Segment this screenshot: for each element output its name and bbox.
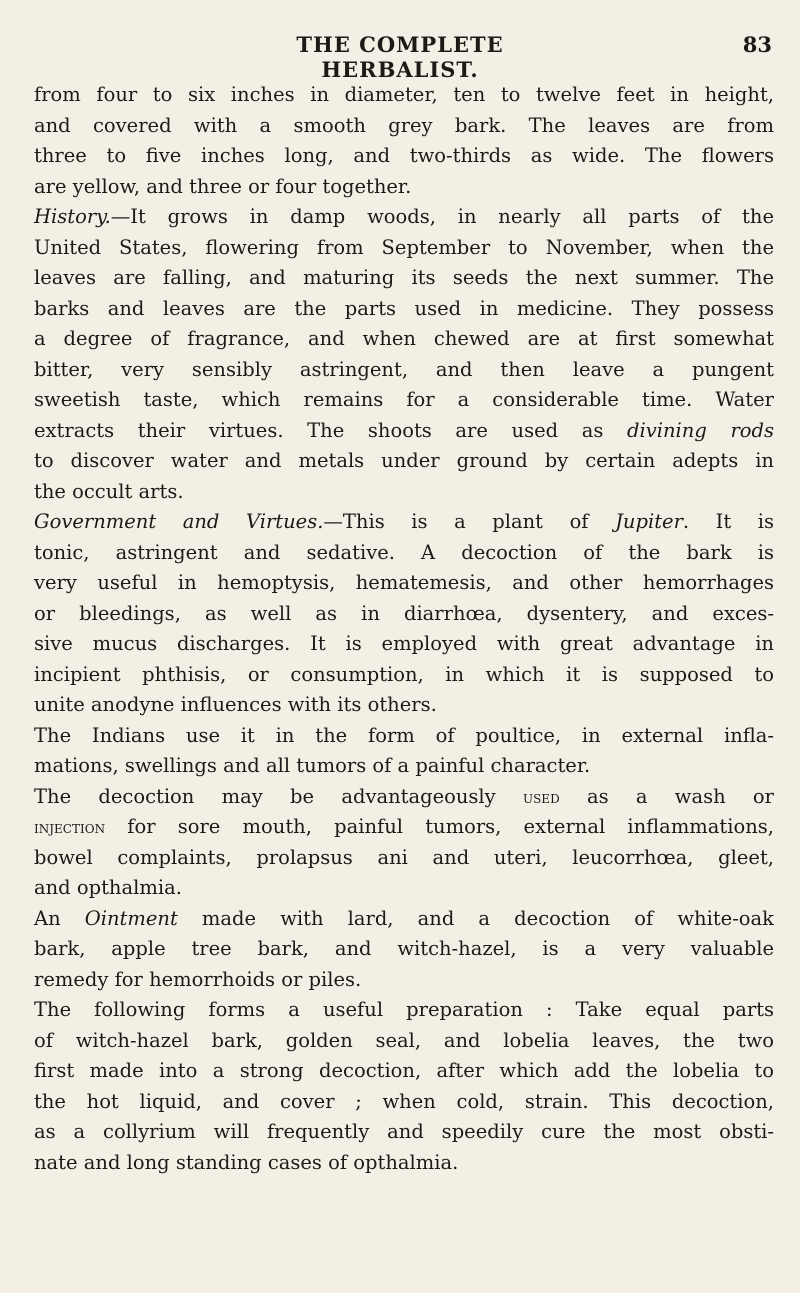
text-line: incipient phthisis, or consumption, in which it is supposed to <box>34 662 774 686</box>
text-line: and covered with a smooth grey bark. The leaves are from <box>34 113 774 137</box>
text-line: sweetish taste, which remains for a considerable time. Water <box>34 388 774 411</box>
text-line: The Indians use it in the form of poultice, in external infla- <box>34 723 774 747</box>
text-line: nate and long standing cases of opthalmia. <box>34 1150 459 1174</box>
text-line: injection for sore mouth, painful tumors, external inflammations, <box>34 815 774 838</box>
text-line: to discover water and metals under ground by certain adepts in <box>34 449 774 472</box>
text-line: mations, swellings and all tumors of a painful character. <box>34 754 591 777</box>
text-line-history-heading: History.—It grows in damp woods, in nearly all parts of the <box>34 205 774 228</box>
text-line: from four to six inches in diameter, ten to twelve feet in height, <box>34 83 774 106</box>
text-line: unite anodyne influences with its others. <box>34 693 437 716</box>
text-line: bitter, very sensibly astringent, and then leave a pungent <box>34 357 774 381</box>
text-line: a degree of fragrance, and when chewed are at first somewhat <box>34 327 774 350</box>
text-line: three to five inches long, and two-thirds as wide. The flowers <box>34 144 774 167</box>
text-line: remedy for hemorrhoids or piles. <box>34 967 362 991</box>
small-caps-term: used <box>522 787 560 808</box>
italic-term: Ointment <box>84 906 178 930</box>
text-line: as a collyrium will frequently and speedily cure the most obsti- <box>34 1120 774 1143</box>
text-line: barks and leaves are the parts used in medicine. They possess <box>34 296 774 320</box>
body-text <box>34 80 774 1178</box>
text-line: and opthalmia. <box>34 876 182 899</box>
page-number: 83 <box>742 32 772 57</box>
text-line-government-heading: Government and Virtues.—This is a plant of Jupiter. It is <box>34 510 774 533</box>
text-line: the hot liquid, and cover ; when cold, strain. This decoction, <box>34 1089 774 1113</box>
text-line: bowel complaints, prolapsus ani and uteri, leucorrhœa, gleet, <box>34 845 774 869</box>
text-line: the occult arts. <box>34 479 184 503</box>
text-line: The following forms a useful preparation : Take equal parts <box>34 998 774 1021</box>
text-line: bark, apple tree bark, and witch-hazel, is a very valuable <box>34 937 774 960</box>
text-line: leaves are falling, and maturing its seeds the next summer. The <box>34 266 774 289</box>
text-line: very useful in hemoptysis, hematemesis, and other hemorrhages <box>34 571 774 594</box>
running-head <box>0 32 800 82</box>
text-line: The decoction may be advantageously used as a wash or <box>34 784 774 808</box>
italic-term: Jupiter <box>615 510 683 533</box>
text-line: of witch-hazel bark, golden seal, and lobelia leaves, the two <box>34 1028 774 1052</box>
text-line: are yellow, and three or four together. <box>34 174 412 198</box>
italic-term: divining rods <box>627 418 775 442</box>
text-line: or bleedings, as well as in diarrhœa, dysentery, and exces- <box>34 601 774 625</box>
text-line: tonic, astringent and sedative. A decoction of the bark is <box>34 540 774 564</box>
small-caps-term: injection <box>34 818 106 838</box>
text-line: An Ointment made with lard, and a decoction of white-oak <box>34 906 774 930</box>
running-title: THE COMPLETE HERBALIST. <box>296 32 504 82</box>
text-line: United States, flowering from September to November, when the <box>34 235 774 259</box>
text-line: first made into a strong decoction, after which add the lobelia to <box>34 1059 774 1082</box>
text-line: extracts their virtues. The shoots are used as divining rods <box>34 418 775 442</box>
text-line: sive mucus discharges. It is employed with great advantage in <box>34 632 774 655</box>
section-heading-government: Government and Virtues. <box>34 510 324 533</box>
section-heading-history: History. <box>34 205 111 228</box>
